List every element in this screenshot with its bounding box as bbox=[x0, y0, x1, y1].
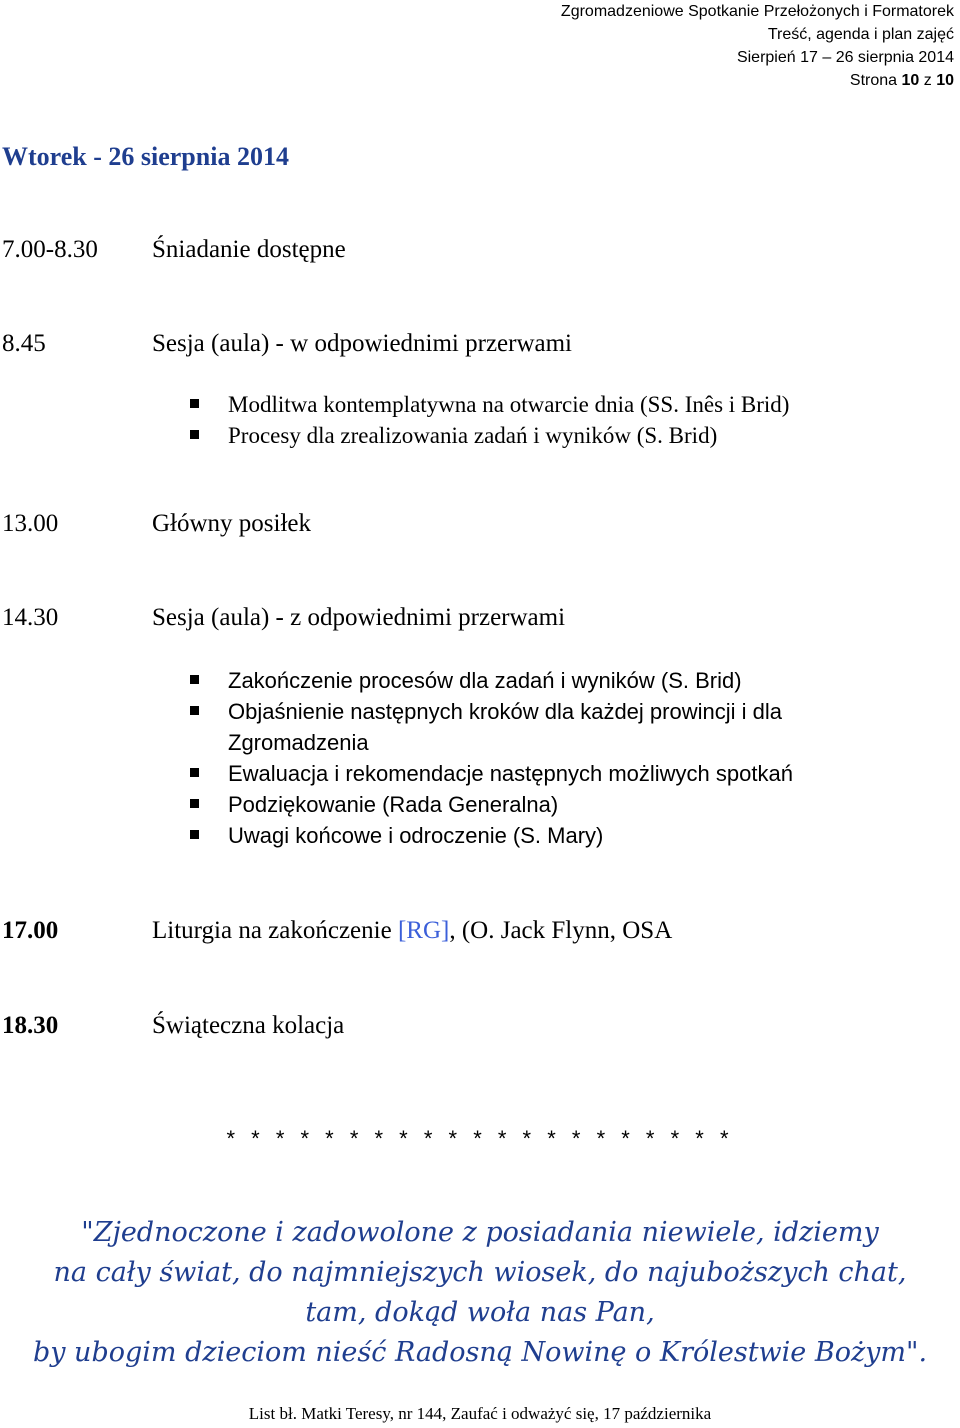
list-item: Procesy dla zrealizowania zadań i wyników (S. Brid) bbox=[190, 420, 910, 451]
entry-activity: Sesja (aula) - w odpowiednimi przerwami bbox=[152, 330, 573, 357]
quote-line: by ubogim dzieciom nieść Radosną Nowinę o Królestwie Bożym". bbox=[32, 1337, 928, 1368]
entry-activity: Sesja (aula) - z odpowiednimi przerwami bbox=[152, 604, 566, 631]
list-item: Ewaluacja i rekomendacje następnych możliwych spotkań bbox=[190, 758, 910, 789]
header-dates: Sierpień 17 – 26 sierpnia 2014 bbox=[736, 49, 954, 66]
page-current: 10 bbox=[901, 72, 920, 89]
entry-time: 8.45 bbox=[2, 330, 46, 357]
bullet-square-icon bbox=[190, 830, 199, 839]
list-item: Uwagi końcowe i odroczenie (S. Mary) bbox=[190, 820, 910, 851]
page-footer: List bł. Matki Teresy, nr 144, Zaufać i odważyć się, 17 października bbox=[248, 1404, 712, 1423]
rg-link[interactable]: [RG] bbox=[397, 917, 450, 944]
session-items-afternoon bbox=[190, 665, 910, 851]
page-number: Strona 10 z 10 bbox=[849, 72, 954, 89]
bullet-square-icon bbox=[190, 675, 199, 684]
entry-time: 18.30 bbox=[2, 1012, 59, 1039]
entry-time: 17.00 bbox=[2, 917, 59, 944]
quote-line: "Zjednoczone i zadowolone z posiadania niewiele, idziemy bbox=[81, 1217, 879, 1248]
list-item: Podziękowanie (Rada Generalna) bbox=[190, 789, 910, 820]
quote-line: na cały świat, do najmniejszych wiosek, do najuboższych chat, bbox=[53, 1257, 907, 1288]
header-title: Zgromadzeniowe Spotkanie Przełożonych i Formatorek bbox=[560, 3, 954, 20]
bullet-square-icon bbox=[190, 430, 199, 439]
list-item: Zakończenie procesów dla zadań i wyników (S. Brid) bbox=[190, 665, 910, 696]
bullet-square-icon bbox=[190, 706, 199, 715]
entry-time: 14.30 bbox=[2, 604, 59, 631]
session-items-morning bbox=[190, 389, 910, 451]
header-subtitle: Treść, agenda i plan zajęć bbox=[767, 26, 954, 43]
entry-activity: Świąteczna kolacja bbox=[152, 1012, 345, 1039]
quote-line: tam, dokąd woła nas Pan, bbox=[305, 1297, 655, 1328]
bullet-square-icon bbox=[190, 768, 199, 777]
page-header bbox=[254, 0, 954, 92]
page-total: 10 bbox=[936, 72, 954, 89]
entry-activity: Liturgia na zakończenie [RG], (O. Jack Flynn, OSA bbox=[152, 917, 673, 944]
day-title: Wtorek - 26 sierpnia 2014 bbox=[2, 142, 289, 171]
list-item: Modlitwa kontemplatywna na otwarcie dnia (SS. Inês i Brid) bbox=[190, 389, 910, 420]
entry-activity: Śniadanie dostępne bbox=[152, 236, 346, 263]
entry-time: 7.00-8.30 bbox=[2, 236, 98, 263]
bullet-square-icon bbox=[190, 799, 199, 808]
entry-activity: Główny posiłek bbox=[152, 510, 312, 537]
bullet-square-icon bbox=[190, 399, 199, 408]
closing-quote bbox=[0, 1213, 960, 1373]
stars-divider: * * * * * * * * * * * * * * * * * * * * * bbox=[226, 1126, 734, 1151]
list-item: Objaśnienie następnych kroków dla każdej prowincji i dla Zgromadzenia bbox=[190, 696, 910, 758]
entry-time: 13.00 bbox=[2, 510, 59, 537]
